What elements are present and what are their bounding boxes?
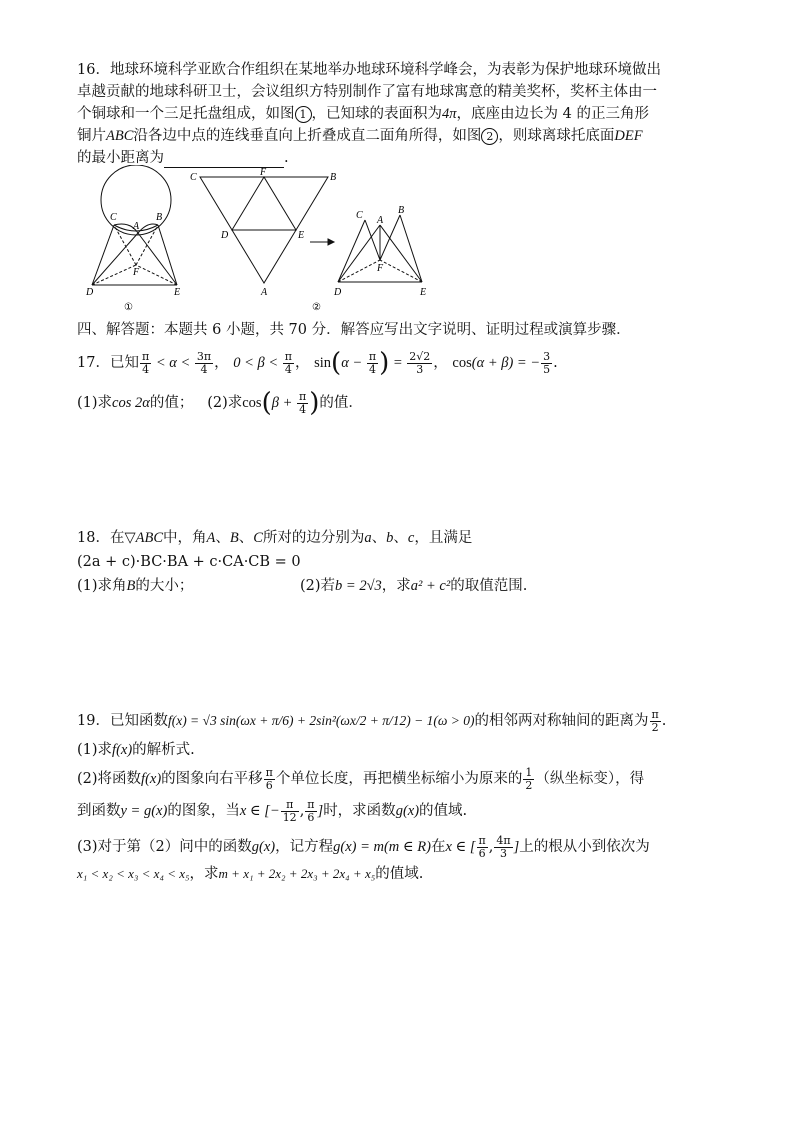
fig2-label-D: D: [221, 230, 229, 241]
q16-line5: 的最小距离为 .: [77, 150, 289, 166]
fig2-label-E: E: [298, 230, 305, 241]
q19-part3-line2: x₁ < x₂ < x₃ < x₄ < x₅，求m + x₁ + 2x₂ + 2x₃ + 2x₄ + x₅的值域.: [77, 866, 424, 882]
fig2-label-A: A: [261, 287, 268, 298]
fig2b-label-E: E: [420, 287, 427, 298]
figure-2-flat: [200, 177, 328, 283]
fig1-label-E: E: [174, 287, 181, 298]
fig2-caption: ②: [312, 302, 321, 313]
fig2b-label-D: D: [334, 287, 342, 298]
fig2b-label-F: F: [377, 263, 384, 274]
q16-line1: 16．地球环境科学亚欧合作组织在某地举办地球环境科学峰会，为表彰为保护地球环境做出: [77, 62, 661, 78]
q16-line2: 卓越贡献的地球科研卫士，会议组织方特别制作了富有地球寓意的精美奖杯，奖杯主体由一: [77, 84, 657, 100]
fig2-label-F: F: [260, 167, 267, 178]
fig2-label-B: B: [330, 172, 337, 183]
q18-condition: (2a + c)·BC·BA + c·CA·CB = 0: [77, 554, 301, 570]
q19-part3-line1: (3)对于第（2）问中的函数g(x)，记方程g(x) = m(m ∈ R)在x ∈ [ $\frac{\pi}{6}$ , $\frac{4\pi}{3}$ ]上的根从小到依次为: [77, 833, 650, 860]
fig1-label-F: F: [133, 267, 140, 278]
q18-part2: (2)若b = 2√3，求a² + c²的取值范围.: [300, 578, 528, 594]
figure-ref-2: 2: [481, 128, 498, 145]
arrow-icon: [310, 239, 334, 245]
q16-line4: 铜片ABC沿各边中点的连线垂直向上折叠成直二面角所得，如图 2 ，则球离球托底面DEF: [77, 128, 643, 144]
section-4-heading: 四、解答题：本题共 6 小题，共 70 分．解答应写出文字说明、证明过程或演算步骤．: [77, 322, 631, 338]
q18-stem: 18．在▽ABC中，角A、B、C所对的边分别为a、b、c，且满足: [77, 530, 473, 546]
fig2b-label-A: A: [377, 215, 384, 226]
q19-stem: 19．已知函数f(x) = √3 sin(ωx + π/6) + 2sin²(ωx/2 + π/12) − 1(ω > 0)的相邻两对称轴间的距离为 $\frac{\pi}{2}$ .: [77, 707, 667, 734]
fig1-label-B: B: [156, 212, 163, 223]
q17-parts: (1)求cos 2α的值； (2)求cos(β + $\frac{\pi}{4}$ )的值．: [77, 388, 363, 418]
q16-line3: 个铜球和一个三足托盘组成，如图 1 ，已知球的表面积为4π，底座由边长为 4 的正三角形: [77, 106, 649, 122]
figure-ref-1: 1: [295, 106, 312, 123]
q17-stem: 17．已知 $\frac{\pi}{4}$ < α < $\frac{3\pi}{4}$ ， 0 < β < $\frac{\pi}{4}$ ， sin(α − $\frac{\pi}{4}$ ) = $\frac{2√2}{3}$ ， cos(α + β) = − $\frac{3}{5}$ .: [77, 348, 558, 378]
fig1-label-A: A: [133, 221, 140, 232]
q18-part1: (1)求角B的大小；: [77, 578, 194, 594]
fig1-label-D: D: [86, 287, 94, 298]
q19-part2-line1: (2)将函数f(x)的图象向右平移 $\frac{\pi}{6}$ 个单位长度，再把横坐标缩小为原来的 $\frac{1}{2}$ （纵坐标变），得: [77, 765, 645, 792]
q19-part1: (1)求f(x)的解析式.: [77, 742, 195, 758]
fig2-label-C: C: [190, 172, 197, 183]
fig2b-label-C: C: [356, 210, 363, 221]
q19-part2-line2: 到函数y = g(x)的图象，当x ∈ [− $\frac{\pi}{12}$ , $\frac{\pi}{6}$ ]时，求函数g(x)的值域.: [77, 797, 468, 824]
q16-figures: [80, 165, 440, 317]
fig1-caption: ①: [124, 302, 133, 313]
fig2b-label-B: B: [398, 205, 405, 216]
surface-area: 4π: [442, 106, 457, 122]
fig1-label-C: C: [110, 212, 117, 223]
